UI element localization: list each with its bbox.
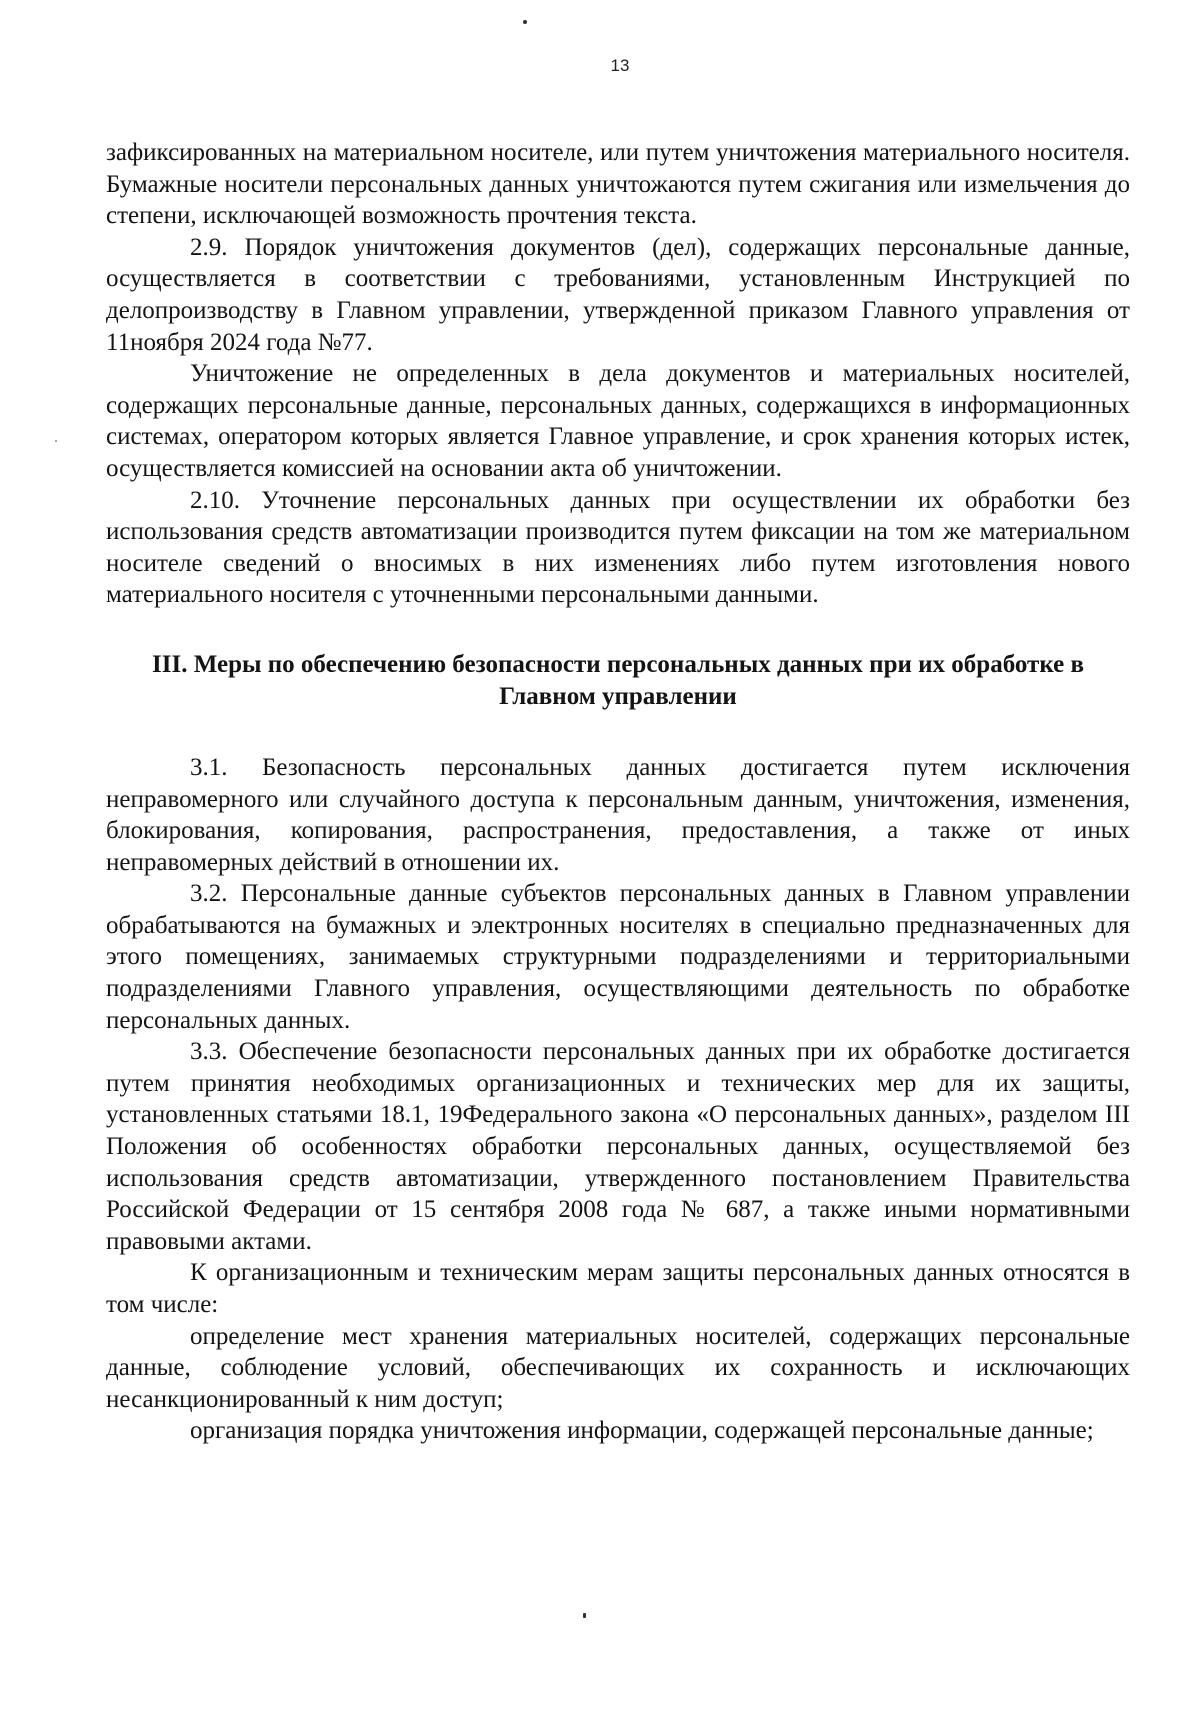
paragraph: зафиксированных на материальном носителе, или путем уничтожения материального носителя. Бумажные носители персональных данных уничтожаются путем сжигания или измельчения до степени, исключающей возможность прочтения текста.: [106, 139, 1130, 230]
section-heading: III. Меры по обеспечению безопасности персональных данных при их обработке в Главном управлении: [152, 650, 1084, 710]
paragraph: К организационным и техническим мерам защиты персональных данных относятся в том числе:: [106, 1259, 1130, 1318]
paragraph: определение мест хранения материальных носителей, содержащих персональные данные, соблюдение условий, обеспечивающих их сохранность и исключающих несанкционированный к ним доступ;: [106, 1322, 1130, 1413]
paragraph: 2.10. Уточнение персональных данных при осуществлении их обработки без использования средств автоматизации производится путем фиксации на том же материальном носителе сведений о вносимых в них изменениях либо путем изготовления нового материального носителя с уточненными персональными данными.: [106, 486, 1130, 609]
paragraph: Уничтожение не определенных в дела документов и материальных носителей, содержащих персональные данные, персональных данных, содержащихся в информационных системах, оператором которых является Главное управление, и срок хранения которых истек, осуществляется комиссией на основании акта об уничтожении.: [106, 360, 1130, 482]
document-body: [106, 137, 1130, 1447]
page-number: 13: [610, 56, 630, 75]
paragraph: 3.2. Персональные данные субъектов персональных данных в Главном управлении обрабатываются на бумажных и электронных носителях в специально предназначенных для этого помещениях, занимаемых структурными подразделениями и территориальными подразделениями Главного управления, осуществляющими деятельность по обработке персональных данных.: [106, 880, 1130, 1034]
scan-speck: [583, 1613, 586, 1618]
paragraph: 2.9. Порядок уничтожения документов (дел), содержащих персональные данные, осуществляется в соответствии с требованиями, установленным Инструкцией по делопроизводству в Главном управлении, утвержденной приказом Главного управления от 11ноября 2024 года №77.: [106, 233, 1130, 356]
paragraph: организация порядка уничтожения информации, содержащей персональные данные;: [190, 1417, 1094, 1445]
paragraph: 3.3. Обеспечение безопасности персональных данных при их обработке достигается путем принятия необходимых организационных и технических мер для их защиты, установленных статьями 18.1, 19Федерального закона «О персональных данных», разделом III Положения об особенностях обработки персональных данных, осуществляемой без использования средств автоматизации, утвержденного постановлением Правительства Российской Федерации от 15 сентября 2008 года № 687, а также иными нормативными правовыми актами.: [106, 1038, 1130, 1255]
scan-speck: [55, 440, 57, 442]
scan-speck: [523, 20, 527, 24]
paragraph: 3.1. Безопасность персональных данных достигается путем исключения неправомерного или случайного доступа к персональным данным, уничтожения, изменения, блокирования, копирования, распространения, предоставления, а также от иных неправомерных действий в отношении их.: [106, 753, 1130, 876]
